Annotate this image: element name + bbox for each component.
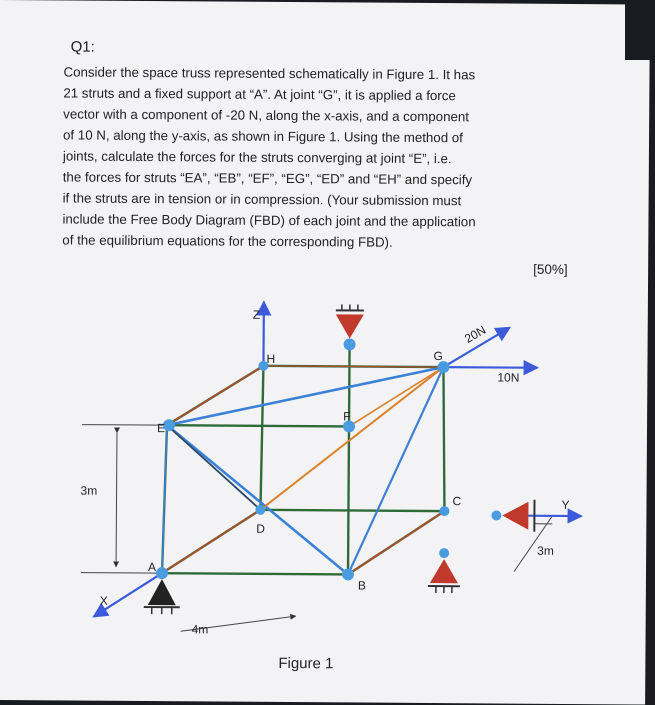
- node-label-d: D: [256, 522, 265, 536]
- support-b-right: [428, 559, 460, 593]
- strut-GC: [442, 367, 445, 511]
- problem-line: if the struts are in tension or in compression. (Your submission must: [63, 187, 583, 212]
- joint-b-support: [439, 548, 449, 558]
- marks-weight: [50%]: [533, 262, 568, 277]
- problem-line: the forces for struts “EA”, “EB”, “EF”, “EG”, “ED” and “EH” and specify: [63, 166, 583, 191]
- force-label-10n: 10N: [497, 370, 519, 384]
- axis-label-x: X: [100, 594, 108, 608]
- strut-HD: [260, 366, 263, 510]
- node-label-g: G: [433, 349, 442, 363]
- node-label-c: C: [452, 494, 461, 508]
- problem-line: of 10 N, along the y-axis, as shown in Figure 1. Using the method of: [63, 124, 583, 149]
- strut-AE: [162, 425, 167, 573]
- joint-B: [342, 568, 354, 580]
- dim-label-width: 4m: [192, 622, 209, 636]
- strut-EH-brown: [167, 365, 263, 426]
- node-label-a: A: [148, 560, 156, 574]
- strut-ED: [166, 425, 261, 510]
- dim-label-depth: 3m: [537, 544, 554, 558]
- joint-A: [156, 567, 168, 579]
- force-label-20n: 20N: [462, 323, 488, 346]
- problem-line: Consider the space truss represented schematically in Figure 1. It has: [63, 61, 583, 86]
- strut-FB: [348, 426, 349, 574]
- dim-line-height: [116, 433, 117, 567]
- support-top: [336, 304, 364, 338]
- node-label-b: B: [358, 579, 366, 593]
- strut-EF: [167, 425, 349, 426]
- joint-D: [255, 505, 265, 515]
- strut-AB: [162, 573, 348, 574]
- force-10n-arrow: [443, 367, 537, 368]
- axis-label-z: Z: [253, 308, 260, 322]
- strut-DC: [260, 510, 444, 511]
- joint-top: [344, 338, 356, 350]
- support-a: [144, 579, 180, 614]
- dim-line-top: [82, 425, 165, 426]
- axis-label-y: Y: [561, 498, 569, 512]
- figure-caption: Figure 1: [278, 655, 333, 672]
- strut-AD-brown: [162, 509, 260, 574]
- problem-line: of the equilibrium equations for the corresponding FBD).: [62, 229, 582, 254]
- joint-C: [439, 506, 449, 516]
- strut-EG: [167, 365, 443, 427]
- dim-label-height: 3m: [81, 484, 98, 498]
- node-label-f: F: [343, 409, 350, 423]
- joint-c-support: [491, 510, 501, 520]
- background-corner: [625, 0, 655, 60]
- problem-line: vector with a component of -20 N, along the x-axis, and a component: [63, 103, 583, 128]
- dim-line-bottom: [81, 573, 156, 574]
- question-label: Q1:: [71, 38, 95, 55]
- node-label-e: E: [157, 421, 165, 435]
- problem-line: joints, calculate the forces for the struts converging at joint “E”, i.e.: [63, 145, 583, 170]
- problem-line: 21 struts and a fixed support at “A”. At joint “G”, it is applied a force: [63, 82, 583, 107]
- node-label-h: H: [266, 352, 275, 366]
- problem-line: include the Free Body Diagram (FBD) of each joint and the application: [62, 208, 582, 233]
